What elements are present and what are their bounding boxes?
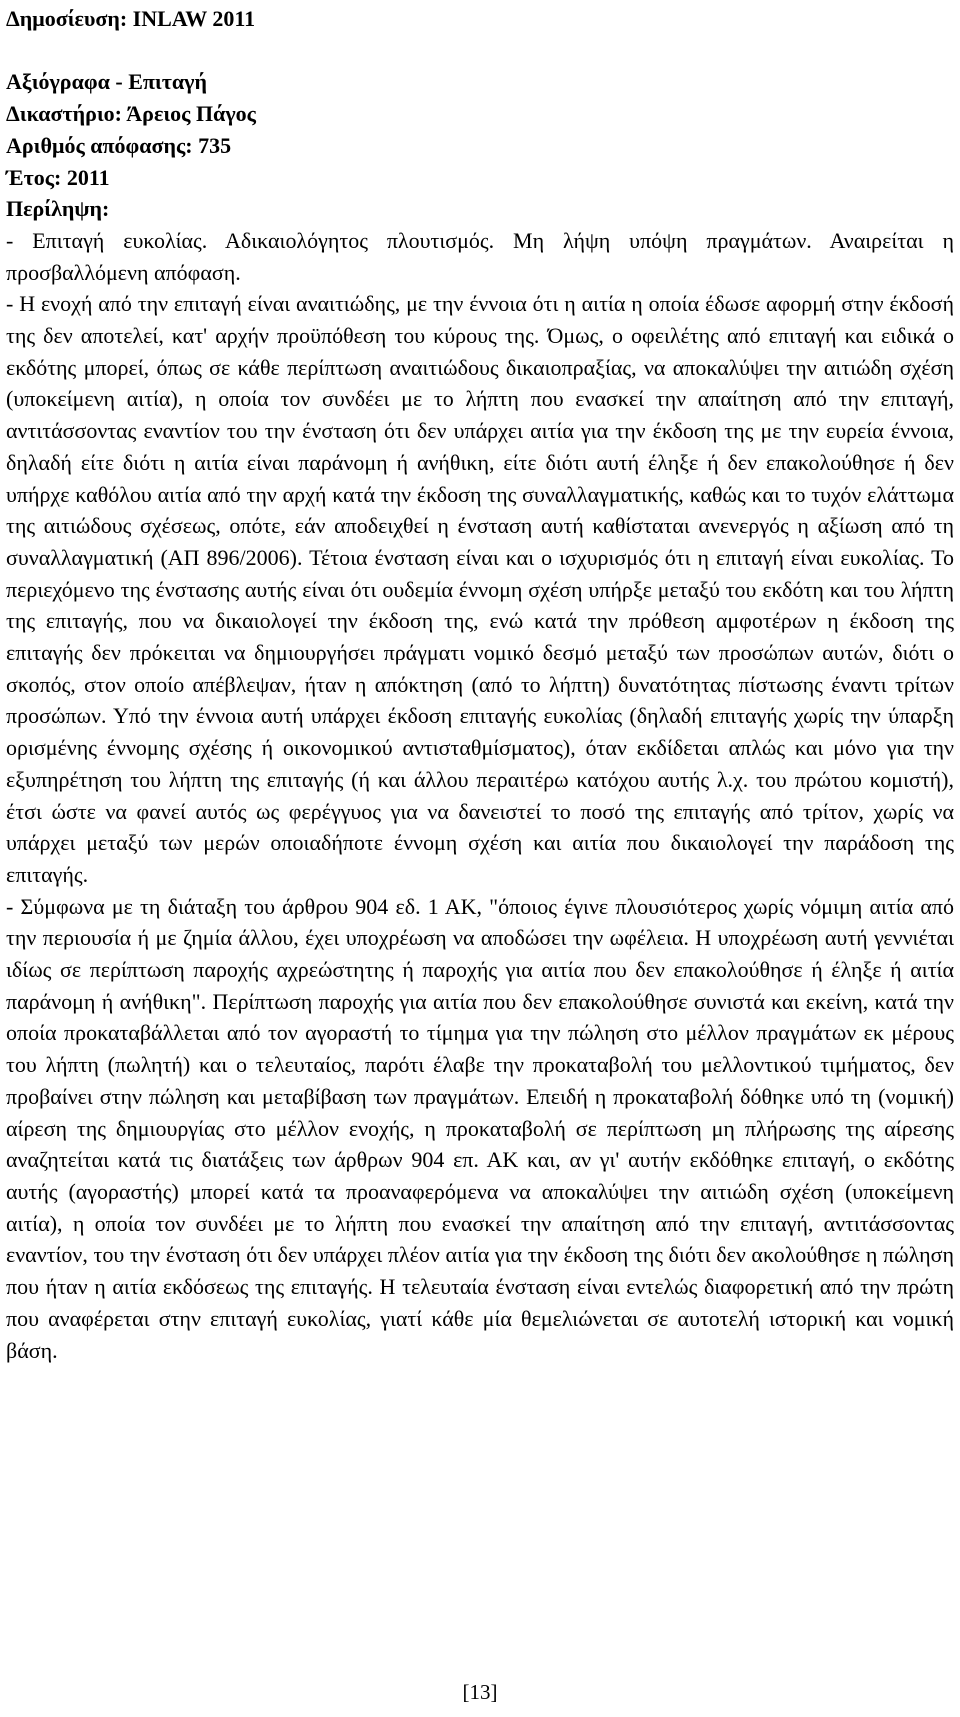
- decision-number-line: Αριθμός απόφασης: 735: [6, 132, 232, 158]
- court-line: Δικαστήριο: Άρειος Πάγος: [6, 101, 256, 127]
- subject-line: Αξιόγραφα - Επιταγή: [6, 69, 207, 95]
- blank-line: [6, 35, 954, 67]
- year-line: Έτος: 2011: [6, 164, 110, 190]
- summary-paragraph: - Επιταγή ευκολίας. Αδικαιολόγητος πλουτισμός. Μη λήψη υπόψη πραγμάτων. Αναιρείται η προσβαλλόμενη απόφαση.: [6, 227, 954, 285]
- publication-line: Δημοσίευση: INLAW 2011: [6, 6, 256, 31]
- page-number: [13]: [462, 1680, 498, 1704]
- summary-label: Περίληψη:: [6, 196, 110, 222]
- summary-paragraph: - Σύμφωνα με τη διάταξη του άρθρου 904 εδ. 1 ΑΚ, "όποιος έγινε πλουσιότερος χωρίς νόμιμη αιτία από την περιουσία ή με ζημία άλλου, έχει υποχρέωση να αποδώσει την ωφέλεια. Η υποχρέωση αυτή γεννιέται ιδίως σε περίπτωση παροχής αχρεώστητης ή παροχής για αιτία που δεν επακολούθησε ή έληξε ή αιτία παράνομη ή ανήθικη". Περίπτωση παροχής για αιτία που δεν επακολούθησε συνιστά και εκείνη, κατά την οποία προκαταβάλλεται από τον αγοραστή το τίμημα για την πώληση στο μέλλον πραγμάτων εκ μέρους του λήπτη (πωλητή) και ο τελευταίος, παρότι έλαβε την προκαταβολή του μελλοντικού τιμήματος, δεν προβαίνει στην πώληση και μεταβίβαση των πραγμάτων. Επειδή η προκαταβολή δόθηκε υπό τη (νομική) αίρεση της δημιουργίας στο μέλλον ενοχής, η προκαταβολή σε περίπτωση μη πλήρωσης της αίρεσης αναζητείται κατά τις διατάξεις των άρθρων 904 επ. ΑΚ και, αν γι' αυτήν εκδόθηκε επιταγή, ο εκδότης αυτής (αγοραστής) μπορεί κατά τα προαναφερόμενα να αποκαλύψει την αιτιώδη σχέση (υποκείμενη αιτία), η οποία τον συνδέει με το λήπτη που ενασκεί την απαίτηση από την επιταγή, αντιτάσσοντας εναντίον, του την ένσταση ότι δεν υπάρχει πλέον αιτία για την έκδοση της διότι δεν ακολούθησε η πώληση που ήταν η αιτία εκδόσεως της επιταγής. Η τελευταία ένσταση είναι εντελώς διαφορετική από την πρώτη που αναφέρεται στην επιταγή ευκολίας, γιατί κάθε μία θεμελιώνεται σε αυτοτελή ιστορική και νομική βάση.: [6, 893, 954, 1363]
- summary-paragraph: - Η ενοχή από την επιταγή είναι αναιτιώδης, με την έννοια ότι η αιτία η οποία έδωσε αφορμή στην έκδοσή της δεν αποτελεί, κατ' αρχήν προϋπόθεση του κύρους της. Όμως, ο οφειλέτης από επιταγή και ειδικά ο εκδότης μπορεί, όπως σε κάθε περίπτωση αναιτιώδους δικαιοπραξίας, να αποκαλύψει την αιτιώδη σχέση (υποκείμενη αιτία), η οποία τον συνδέει με το λήπτη που ενασκεί την απαίτηση από την επιταγή, αντιτάσσοντας εναντίον του την ένσταση ότι δεν υπάρχει αιτία για την έκδοση της με την ευρεία έννοια, δηλαδή είτε διότι η αιτία είναι παράνομη ή ανήθικη, είτε διότι αυτή έληξε ή δεν επακολούθησε ή δεν υπήρχε καθόλου αιτία από την αρχή κατά την έκδοση της συναλλαγματικής, καθώς και το τυχόν ελάττωμα της αιτιώδους σχέσεως, οπότε, εάν αποδειχθεί η ένσταση αυτή καθίσταται ανενεργός η αξίωση από τη συναλλαγματική (ΑΠ 896/2006). Τέτοια ένσταση είναι και ο ισχυρισμός ότι η επιταγή είναι ευκολίας. Το περιεχόμενο της ένστασης αυτής είναι ότι ουδεμία έννομη σχέση υπήρξε μεταξύ του εκδότη και του λήπτη της επιταγής, που να δικαιολογεί την έκδοση της, ενώ κατά την πρόθεση αμφοτέρων η έκδοση της επιταγής δεν πρόκειται να δημιουργήσει πράγματι νομικό δεσμό μεταξύ των προσώπων αυτών, διότι ο σκοπός, στον οποίο απέβλεψαν, ήταν η απόκτηση (από το λήπτη) δυνατότητας πίστωσης έναντι τρίτων προσώπων. Υπό την έννοια αυτή υπάρχει έκδοση επιταγής ευκολίας (δηλαδή επιταγής χωρίς την ύπαρξη ορισμένης έννομης σχέσης ή οικονομικού αντισταθμίσματος), όταν εκδίδεται απλώς και μόνο για την εξυπηρέτηση του λήπτη της επιταγής (ή και άλλου περαιτέρω κατόχου αυτής λ.χ. του πρώτου κομιστή), έτσι ώστε να φανεί αυτός ως φερέγγυος για να δανειστεί το ποσό της επιταγής από τρίτον, χωρίς να υπάρχει μεταξύ των μερών οποιαδήποτε έννομη σχέση και αιτία που δικαιολογεί την παράδοση της επιταγής.: [6, 291, 954, 887]
- document-body: [6, 0, 954, 1366]
